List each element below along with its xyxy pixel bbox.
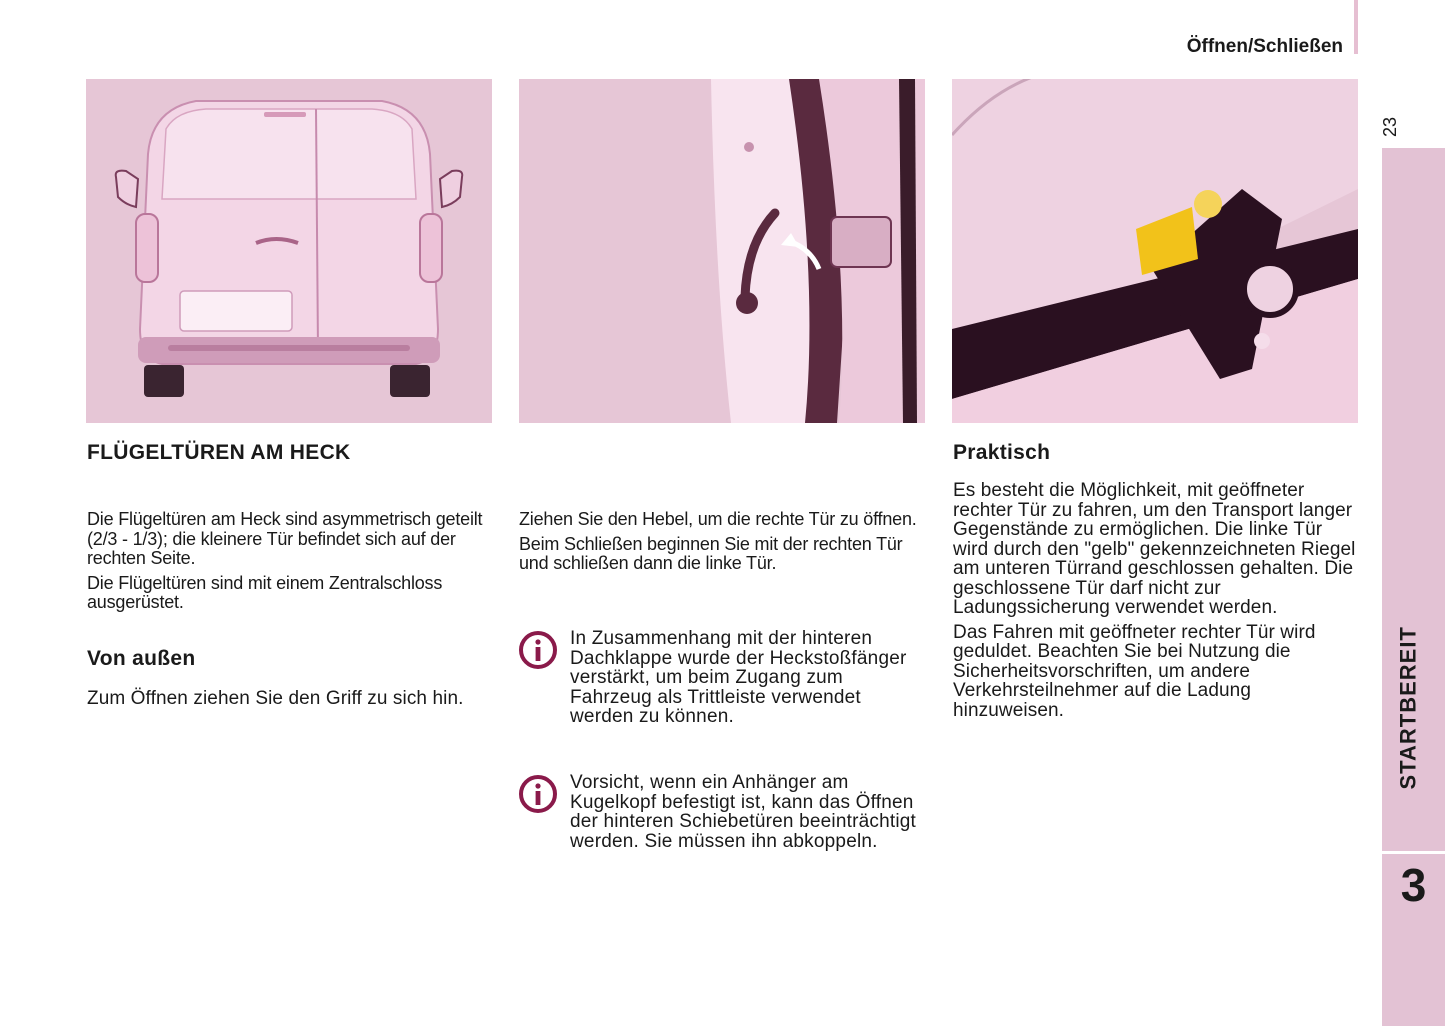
subsection-heading: Von außen bbox=[87, 647, 196, 670]
column2-paragraph: Ziehen Sie den Hebel, um die rechte Tür zu öffnen. bbox=[519, 509, 917, 529]
chapter-number: 3 bbox=[1400, 859, 1427, 911]
info-icon bbox=[519, 631, 557, 669]
info-icon bbox=[519, 775, 557, 813]
column3-paragraph: Es besteht die Möglichkeit, mit geöffneter rechter Tür zu fahren, um den Transport langer Gegenstände zu ermöglichen. Die linke Tür wird durch den "gelb" gekennzeichneten Riegel am unteren Türrand geschlossen gehalten. Die geschlossene Tür darf nicht zur Ladungssicherung verwendet werden. bbox=[953, 480, 1356, 618]
column3-paragraph: Das Fahren mit geöffneter rechter Tür wird geduldet. Beachten Sie bei Nutzung die Sicherheitsvorschriften, um andere Verkehrsteilnehmer auf die Ladung hinzuweisen. bbox=[953, 621, 1316, 721]
column2-body bbox=[519, 510, 929, 574]
page-number: 23 bbox=[1379, 116, 1400, 138]
yellow-latch-illustration bbox=[952, 79, 1358, 423]
column1-paragraph: Die Flügeltüren sind mit einem Zentralschloss ausgerüstet. bbox=[87, 572, 443, 612]
rear-doors-closed-illustration bbox=[86, 79, 492, 423]
header-accent-bar bbox=[1354, 0, 1358, 54]
chapter-label: STARTBEREIT bbox=[1395, 626, 1421, 790]
info-note-text: In Zusammenhang mit der hinteren Dachklappe wurde der Heckstoßfänger verstärkt, um beim Zugang zum Fahrzeug als Trittleiste verwendet werden zu können. bbox=[570, 628, 907, 727]
section-heading: FLÜGELTÜREN AM HECK bbox=[87, 441, 351, 464]
info-note-text: Vorsicht, wenn ein Anhänger am Kugelkopf befestigt ist, kann das Öffnen der hinteren Schiebetüren beeinträchtigt werden. Sie müssen ihn abkoppeln. bbox=[570, 772, 917, 852]
page-header-title: Öffnen/Schließen bbox=[1186, 36, 1343, 57]
column1-body bbox=[87, 510, 495, 613]
praktisch-heading: Praktisch bbox=[953, 441, 1051, 464]
column3-body bbox=[953, 481, 1358, 720]
door-lever-illustration bbox=[519, 79, 925, 423]
column1-sub-paragraph: Zum Öffnen ziehen Sie den Griff zu sich hin. bbox=[87, 688, 464, 709]
column1-paragraph: Die Flügeltüren am Heck sind asymmetrisch geteilt (2/3 - 1/3); die kleinere Tür befindet sich auf der rechten Seite. bbox=[87, 509, 483, 568]
column2-paragraph: Beim Schließen beginnen Sie mit der rechten Tür und schließen dann die linke Tür. bbox=[519, 533, 903, 573]
side-tab-divider bbox=[1382, 851, 1445, 854]
